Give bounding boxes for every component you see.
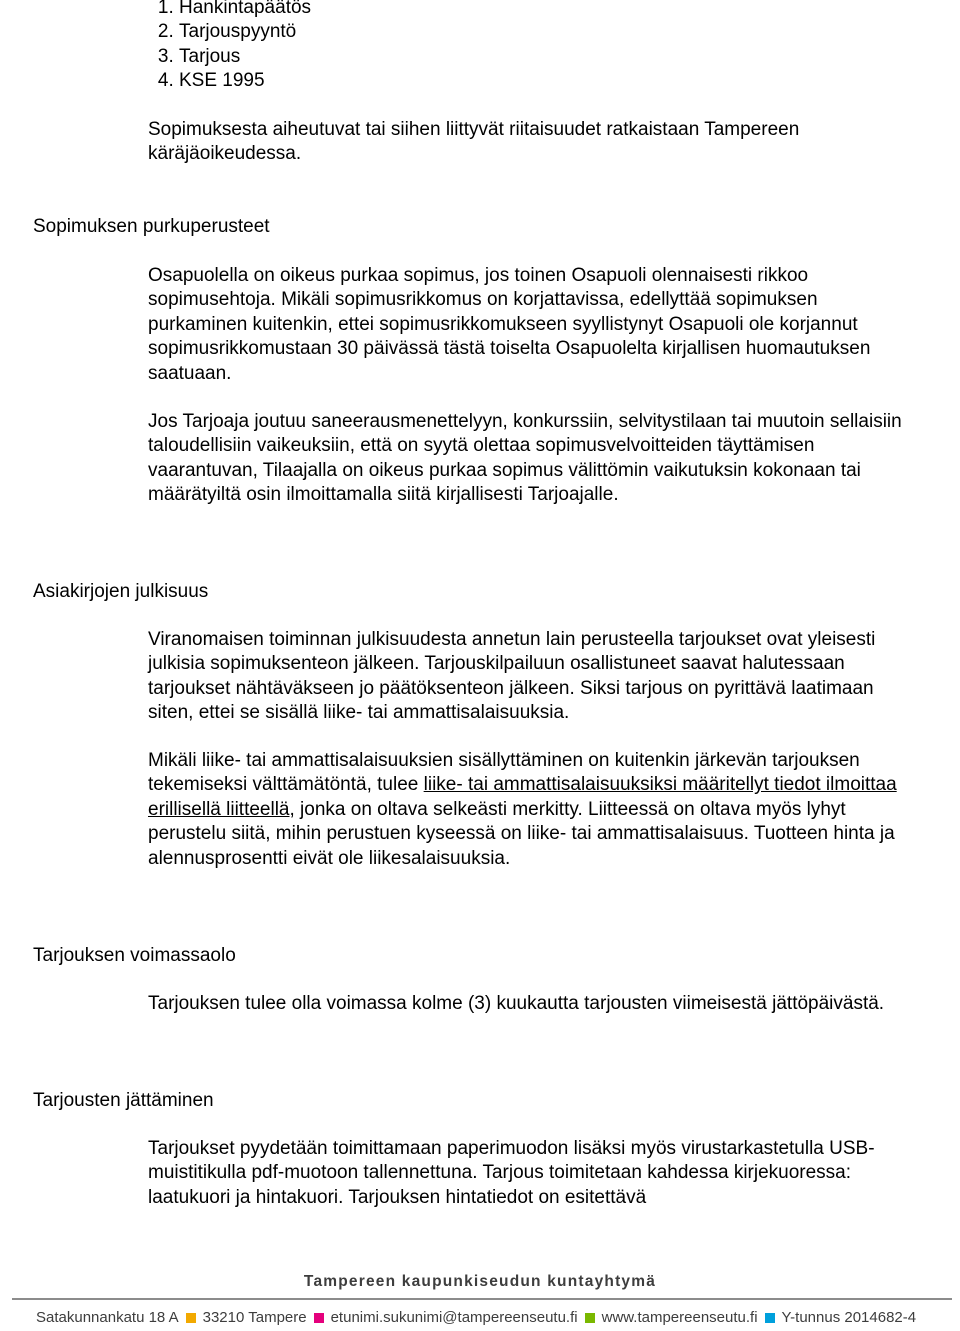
separator-square-icon xyxy=(765,1313,775,1323)
footer-business-id: Y-tunnus 2014682-4 xyxy=(781,1309,917,1326)
publicity-paragraph-1: Viranomaisen toiminnan julkisuudesta annetun lain perusteella tarjoukset ovat yleisesti julkisia sopimuksenteon jälkeen. Tarjouskilpailuun osallistuneet saavat halutessaan tarjoukset nähtäväkseen jo päätöksenteon jälkeen. Siksi tarjous on pyrittävä laatimaan siten, ettei se sisällä liike- tai ammattisalaisuuksia. xyxy=(148,629,876,724)
footer-web: www.tampereenseutu.fi xyxy=(601,1309,758,1326)
publicity-heading: Asiakirjojen julkisuus xyxy=(33,581,209,602)
list-item: 1. Hankintapäätös xyxy=(179,0,879,20)
termination-heading: Sopimuksen purkuperusteet xyxy=(33,216,270,237)
footer-contact-line xyxy=(36,1306,946,1330)
footer-address: Satakunnankatu 18 A xyxy=(36,1309,179,1326)
footer-organization: Tampereen kaupunkiseudun kuntayhtymä xyxy=(303,1273,657,1290)
separator-square-icon xyxy=(585,1313,595,1323)
separator-square-icon xyxy=(314,1313,324,1323)
publicity-paragraph-2-end: , jonka on oltava selkeästi merkitty. Liitteessä on oltava myös lyhyt perustelu siitä, mihin perustuen kyseessä on liike- tai ammattisalaisuus. Tuotteen hinta ja alennusprosentti eivät ole liikesalaisuuksia. xyxy=(148,798,895,869)
disputes-paragraph: Sopimuksesta aiheutuvat tai siihen liittyvät riitaisuudet ratkaistaan Tampereen käräjäoikeudessa. xyxy=(148,119,800,165)
termination-paragraph-2: Jos Tarjoaja joutuu saneerausmenettelyyn, konkurssiin, selvitystilaan tai muutoin sellaisiin taloudellisiin vaikeuksiin, että on syytä olettaa sopimusvelvoitteiden täyttämisen vaarantuvan, Tilaajalla on oikeus purkaa sopimus välittömin vaikutuksin kokonaan tai määrätyiltä osin ilmoittamalla siitä kirjallisesti Tarjoajalle. xyxy=(148,411,902,506)
separator-square-icon xyxy=(186,1313,196,1323)
publicity-paragraph-2 xyxy=(148,749,918,871)
list-item: 2. Tarjouspyyntö xyxy=(179,20,879,44)
publicity-paragraph-2-start: Mikäli liike- tai ammattisalaisuuksien sisällyttäminen on kuitenkin järkevän tarjouksen tekemiseksi välttämätöntä, tulee xyxy=(148,750,860,796)
submission-paragraph: Tarjoukset pyydetään toimittamaan paperimuodon lisäksi myös virustarkastetulla USB-muistitikulla pdf-muotoon tallennettuna. Tarjous toimitetaan kahdessa kirjekuoressa: laatukuori ja hintakuori. Tarjouksen hintatiedot on esitettävä xyxy=(148,1138,875,1208)
footer-divider xyxy=(12,1298,952,1300)
validity-paragraph: Tarjouksen tulee olla voimassa kolme (3) kuukautta tarjousten viimeisestä jättöpäivästä. xyxy=(148,993,885,1014)
list-item: 4. KSE 1995 xyxy=(179,69,879,93)
footer-postal: 33210 Tampere xyxy=(202,1309,307,1326)
attachment-requirement-underlined: liike- tai ammattisalaisuuksiksi määritellyt tiedot ilmoittaa erillisellä liitteellä xyxy=(148,774,897,820)
termination-paragraph-1: Osapuolella on oikeus purkaa sopimus, jos toinen Osapuoli olennaisesti rikkoo sopimusehtoja. Mikäli sopimusrikkomus on korjattavissa, edellyttää sopimuksen purkaminen kuitenkin, ettei sopimusrikkomukseen syyllistynyt Osapuoli ole korjannut sopimusrikkomustaan 30 päivässä tästä toiselta Osapuolelta kirjallisen huomautuksen saatuaan. xyxy=(148,265,871,384)
footer-email: etunimi.sukunimi@tampereenseutu.fi xyxy=(330,1309,578,1326)
document-list xyxy=(148,0,879,94)
list-item: 3. Tarjous xyxy=(179,45,879,69)
submission-heading: Tarjousten jättäminen xyxy=(33,1090,214,1111)
validity-heading: Tarjouksen voimassaolo xyxy=(33,945,236,966)
